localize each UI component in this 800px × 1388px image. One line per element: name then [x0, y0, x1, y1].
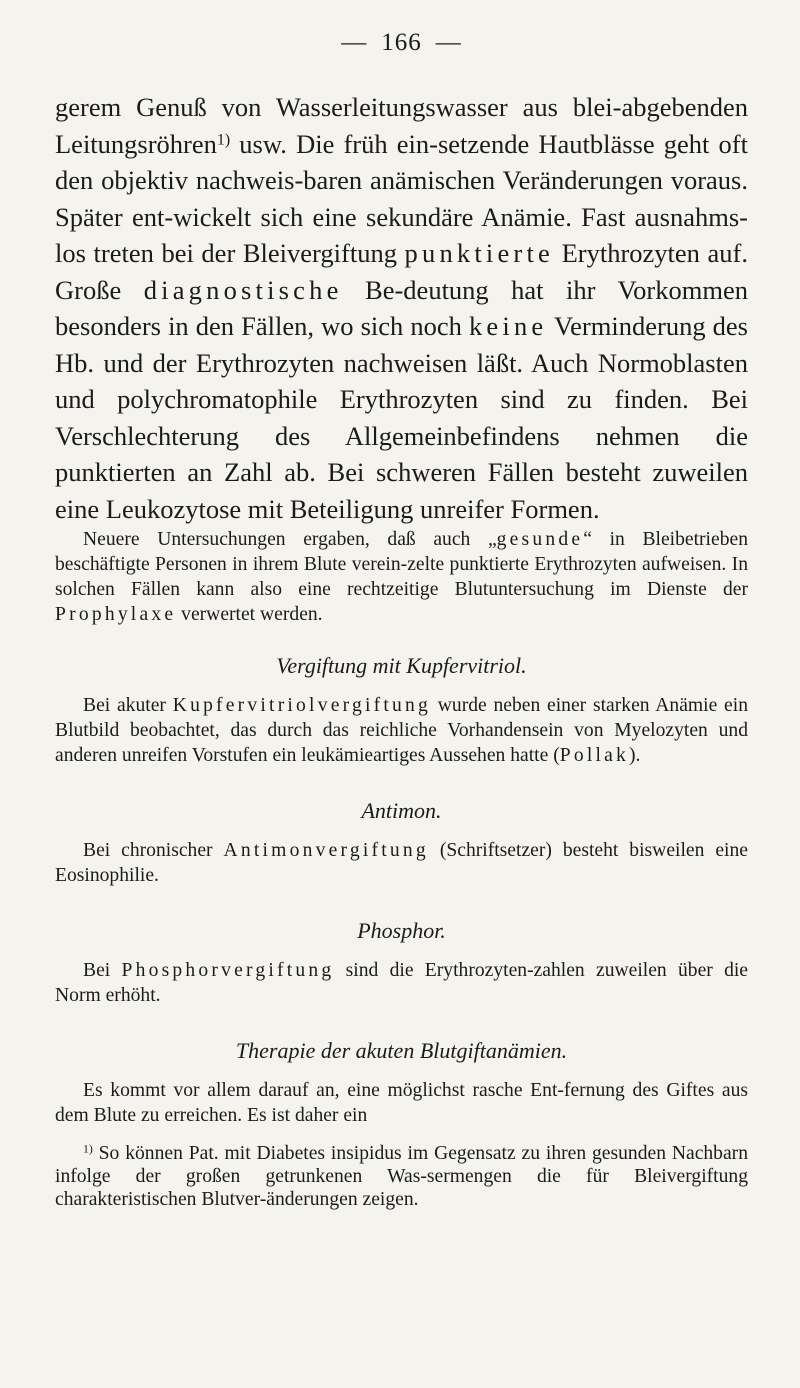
paragraph-blood-changes: gerem Genuß von Wasserleitungswasser aus blei-abgebenden Leitungsröhren$^{1)}$ usw. Die früh ein-setzende Hautblässe geht oft den objektiv nachweis-baren anämischen Veränderungen voraus. Später ent-wickelt sich eine sekundäre Anämie. Fast ausnahms-los treten bei der Bleivergiftung punktierte Erythrozyten auf. Große diagnostische Be-deutung hat ihr Vorkommen besonders in den Fällen, wo sich noch keine Verminderung des Hb. und der Erythrozyten nachweisen läßt. Auch Normoblasten und polychromatophile Erythrozyten sind zu finden. Bei Verschlechterung des Allgemeinbefindens nehmen die punktierten an Zahl ab. Bei schweren Fällen besteht zuweilen eine Leukozytose mit Beteiligung unreifer Formen. — [55, 92, 748, 524]
emphasis-keine: keine — [468, 311, 548, 341]
paragraph-antimon: Bei chronischer Antimonvergiftung (Schriftsetzer) besteht bisweilen eine Eosinophilie. — [55, 840, 748, 886]
paragraph-therapie: Es kommt vor allem darauf an, eine möglichst rasche Ent-fernung des Giftes aus dem Blute zu erreichen. Es ist daher ein — [55, 1080, 748, 1126]
emphasis-phosphorvergiftung: Phosphorvergiftung — [121, 960, 335, 981]
emphasis-antimonvergiftung: Antimonvergiftung — [223, 840, 429, 861]
footnote-marker: 1) — [83, 1142, 93, 1156]
page-number — [55, 30, 748, 55]
emphasis-gesunde: gesunde — [496, 529, 584, 550]
footnote-reference: 1) — [216, 130, 231, 148]
paragraph-recent-studies: Neuere Untersuchungen ergaben, daß auch „gesunde“ in Bleibetrieben beschäftigte Personen in ihrem Blute verein-zelte punktierte Erythrozyten aufweisen. In solchen Fällen kann also eine rechtzeitige Blutuntersuchung im Dienste der Prophylaxe verwertet werden. — [55, 529, 748, 625]
heading-therapie: Therapie der akuten Blutgiftanämien. — [235, 1038, 568, 1063]
emphasis-pollak: Pollak — [559, 745, 630, 766]
page-number-dash-right: — — [435, 29, 462, 56]
page-number-dash-left: — — [341, 29, 368, 56]
page-number-value: 166 — [381, 29, 422, 56]
paragraph-kupfervitriol: Bei akuter Kupfervitriolvergiftung wurde neben einer starken Anämie ein Blutbild beobachtet, das durch das reichliche Vorhandensein von Myelozyten und anderen unreifen Vorstufen ein leukämieartiges Aussehen hatte (Pollak). — [55, 695, 748, 766]
footnote — [55, 1142, 748, 1211]
emphasis-punktierte: punktierte — [404, 238, 554, 268]
heading-antimon: Antimon. — [361, 798, 442, 823]
heading-kupfervitriol: Vergiftung mit Kupfervitriol. — [276, 653, 527, 678]
emphasis-kupfervitriolvergiftung: Kupfervitriolvergiftung — [172, 695, 431, 716]
paragraph-phosphor: Bei Phosphorvergiftung sind die Erythrozyten-zahlen zuweilen über die Norm erhöht. — [55, 960, 749, 1006]
emphasis-diagnostische: diagnostische — [143, 274, 343, 305]
footnote-text: So können Pat. mit Diabetes insipidus im Gegensatz zu ihren gesunden Nachbarn infolge der großen getrunkenen Was-sermengen die für Bleivergiftung charakteristischen Blutver-änderungen zeigen. — [55, 1143, 748, 1210]
heading-phosphor: Phosphor. — [357, 918, 446, 943]
emphasis-prophylaxe: Prophylaxe — [55, 604, 177, 625]
